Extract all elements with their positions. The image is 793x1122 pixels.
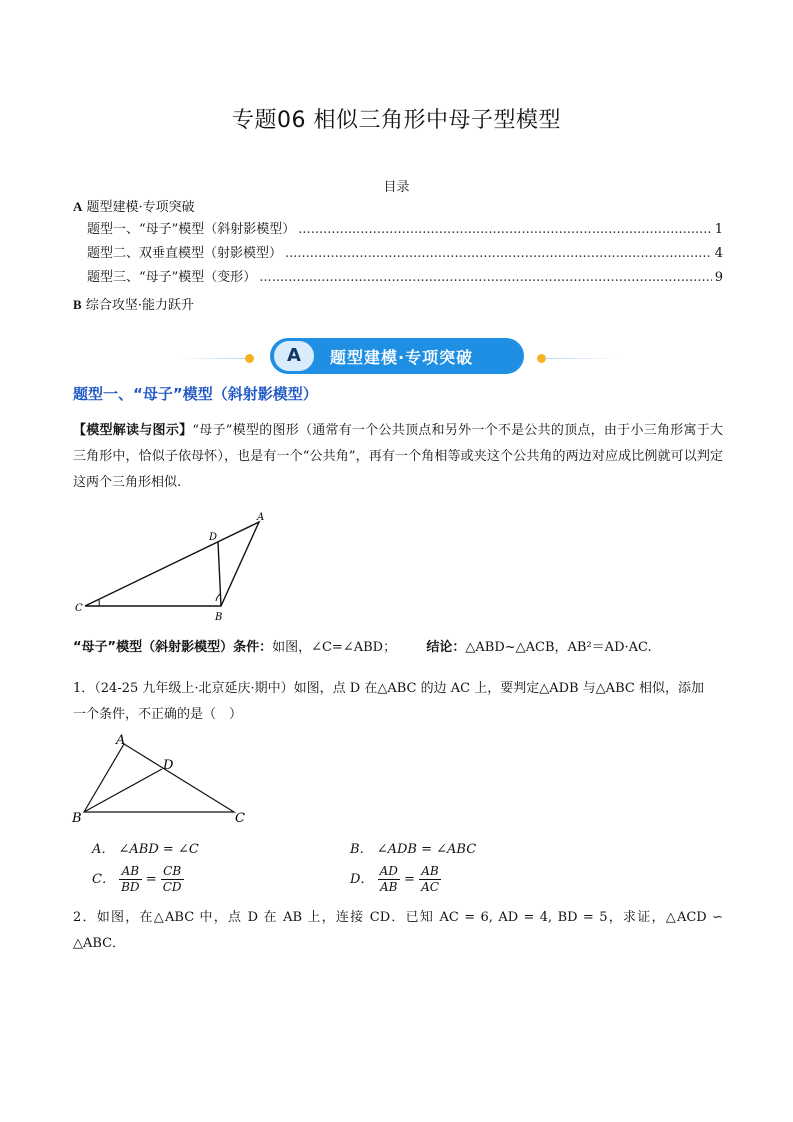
conclusion-lead: 结论：	[426, 640, 466, 655]
question-1-line-2: 一个条件，不正确的是（ ）	[73, 707, 243, 722]
figure2-label-a: A	[116, 733, 126, 748]
toc-item-label: 题型一、“母子”模型（斜射影模型）	[87, 222, 296, 237]
model-condition	[73, 636, 652, 655]
figure2-label-b: B	[72, 811, 82, 826]
toc-section-b[interactable]	[73, 294, 194, 313]
toc-heading: 目录	[383, 180, 410, 195]
option-a-text: ∠ABD = ∠C	[118, 842, 199, 857]
condition-lead: “母子”模型（斜射影模型）条件：	[73, 640, 273, 655]
condition-text: 如图，∠C=∠ABD；	[272, 640, 397, 655]
figure-question-1	[70, 730, 260, 826]
figure1-label-d: D	[209, 532, 218, 543]
figure1-triangle	[85, 522, 259, 606]
figure1-angle-b	[216, 594, 220, 601]
page-title: 专题06 相似三角形中母子型模型	[232, 108, 561, 133]
figure-mother-child	[73, 508, 273, 624]
option-d-fraction-1: $\frac{AD}{AB}$	[379, 864, 398, 894]
toc-item[interactable]	[87, 218, 723, 237]
option-a[interactable]	[92, 838, 199, 857]
question-2-stem: 2．如图，在△ABC 中，点 D 在 AB 上，连接 CD．已知 AC = 6, AD = 4, BD = 5，求证，△ACD ∽ △ABC．	[73, 910, 723, 951]
toc-leader-dots	[285, 246, 712, 261]
option-c[interactable]	[92, 864, 184, 895]
option-b-text: ∠ADB = ∠ABC	[376, 842, 477, 857]
option-b-letter: B．	[350, 842, 373, 857]
toc-section-a[interactable]	[73, 196, 195, 215]
figure2-segment-bd	[84, 769, 162, 812]
option-d[interactable]	[350, 864, 441, 895]
conclusion-text: △ABD~△ACB，AB²＝AD·AC.	[465, 640, 652, 655]
banner-text: 题型建模·专项突破	[330, 347, 474, 367]
option-d-equals: =	[404, 872, 415, 887]
toc-item-label: 题型三、“母子”模型（变形）	[87, 270, 257, 285]
option-d-letter: D．	[350, 872, 374, 887]
figure2-triangle	[84, 744, 234, 812]
option-c-fraction-1: $\frac{AB}{BD}$	[121, 864, 140, 894]
option-c-letter: C．	[92, 872, 115, 887]
question-1-stem	[73, 676, 723, 728]
option-a-letter: A．	[92, 842, 115, 857]
banner-letter: A	[274, 341, 314, 371]
model-body: “母子”模型的图形（通常有一个公共顶点和另外一个不是公共的顶点，由于小三角形寓于大三角形中，恰似子依母怀），也是有一个“公共角”，再有一个角相等或夹这个公共角的两边对应成比例就可以判定这两个三角形相似.	[73, 423, 723, 490]
toc-item-page: 4	[714, 246, 723, 261]
option-b[interactable]	[350, 838, 476, 857]
toc-item[interactable]	[87, 266, 723, 285]
toc-section-a-label: 题型建模·专项突破	[86, 200, 195, 215]
banner-line-left	[176, 358, 250, 359]
option-d-fraction-2: $\frac{AB}{AC}$	[421, 864, 439, 894]
option-c-fraction-2: $\frac{CB}{CD}$	[162, 864, 182, 894]
toc-leader-dots	[259, 270, 711, 285]
question-1-line-1: 1．（24-25 九年级上·北京延庆·期中）如图，点 D 在△ABC 的边 AC 上，要判定△ADB 与△ABC 相似，添加	[73, 681, 704, 696]
model-description	[73, 418, 723, 496]
banner-line-right	[544, 358, 618, 359]
toc-item-label: 题型二、双垂直模型（射影模型）	[87, 246, 283, 261]
toc-item-page: 9	[714, 270, 723, 285]
toc-section-a-letter: A	[73, 199, 83, 214]
section-banner	[270, 338, 524, 374]
banner-dot-left	[245, 354, 254, 363]
figure1-label-b: B	[215, 612, 223, 623]
toc-leader-dots	[298, 222, 711, 237]
figure2-label-c: C	[235, 811, 245, 826]
figure1-label-c: C	[75, 603, 83, 614]
toc-item-page: 1	[714, 222, 723, 237]
figure1-label-a: A	[257, 512, 265, 523]
model-lead: 【模型解读与图示】	[73, 423, 193, 438]
toc-section-b-label: 综合攻坚·能力跃升	[85, 298, 194, 313]
figure2-label-d: D	[163, 758, 174, 773]
option-c-equals: =	[145, 872, 157, 887]
toc-section-b-letter: B	[73, 297, 82, 312]
section-heading: 题型一、“母子”模型（斜射影模型）	[73, 385, 318, 403]
toc-item[interactable]	[87, 242, 723, 261]
